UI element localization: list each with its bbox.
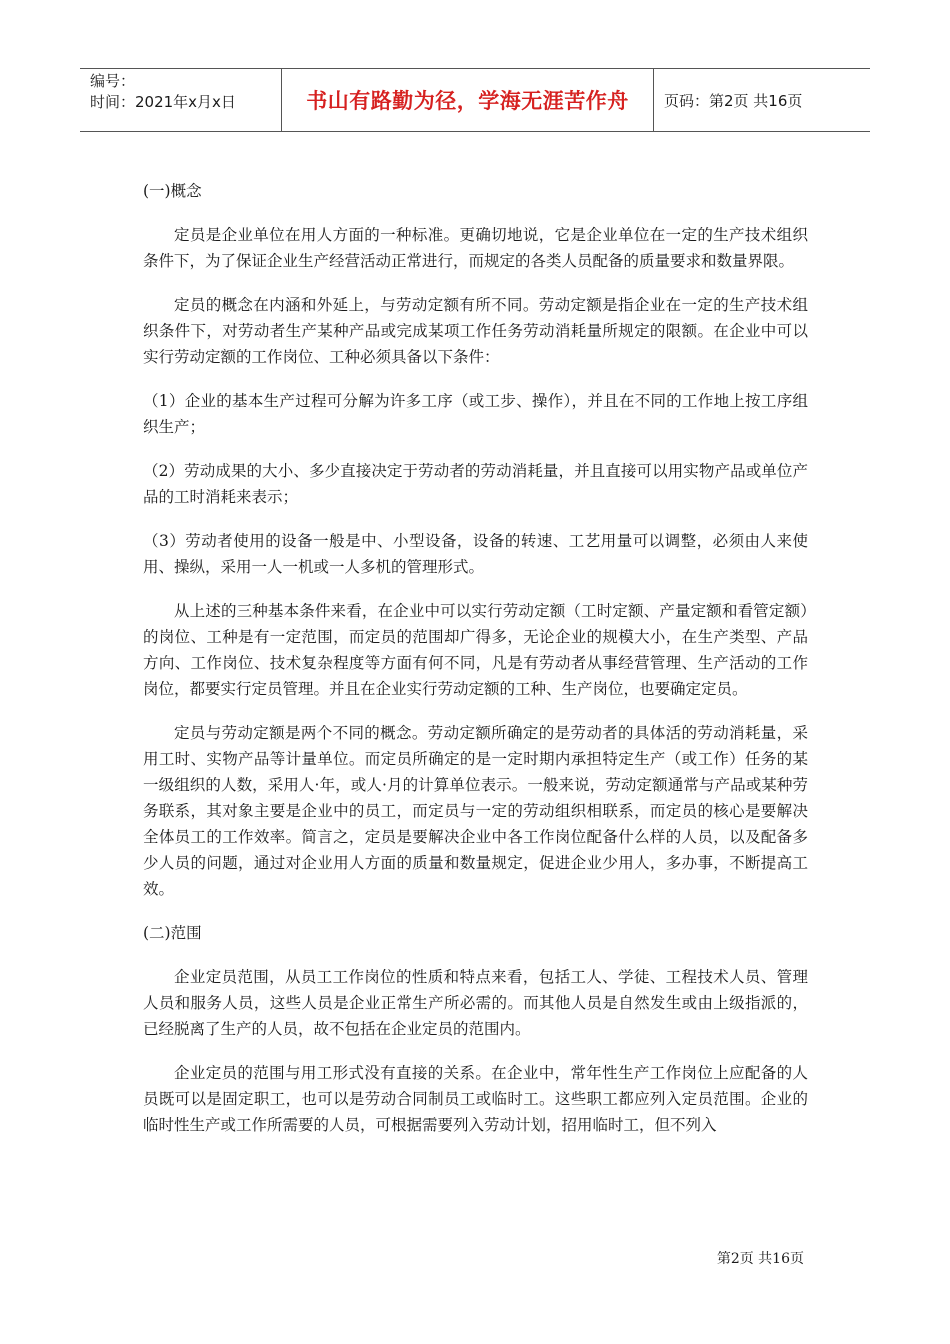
paragraph: 定员与劳动定额是两个不同的概念。劳动定额所确定的是劳动者的具体活的劳动消耗量，采用工时、实物产品等计量单位。而定员所确定的是一定时期内承担特定生产（或工作）任务的某一级组织的人数，采用人·年，或人·月的计算单位表示。一般来说，劳动定额通常与产品或某种劳务联系，其对象主要是企业中的员工，而定员与一定的劳动组织相联系，而定员的核心是要解决全体员工的工作效率。简言之，定员是要解决企业中各工作岗位配备什么样的人员，以及配备多少人员的问题，通过对企业用人方面的质量和数量规定，促进企业少用人，多办事，不断提高工效。 <box>143 724 808 898</box>
header-meta <box>80 69 281 131</box>
page-footer: 第2页 共16页 <box>716 1251 804 1267</box>
list-item: （2）劳动成果的大小、多少直接决定于劳动者的劳动消耗量，并且直接可以用实物产品或单位产品的工时消耗来表示； <box>143 462 808 506</box>
section-heading-concept: (一)概念 <box>143 182 202 200</box>
serial-number-label: 编号： <box>90 72 136 90</box>
document-body <box>143 178 808 1156</box>
list-item: （3）劳动者使用的设备一般是中、小型设备，设备的转速、工艺用量可以调整，必须由人来使用、操纵，采用一人一机或一人多机的管理形式。 <box>143 532 808 576</box>
date-label: 时间：2021年x月x日 <box>90 93 236 111</box>
section-heading-scope: (二)范围 <box>143 924 202 942</box>
paragraph: 定员是企业单位在用人方面的一种标准。更确切地说，它是企业单位在一定的生产技术组织条件下，为了保证企业生产经营活动正常进行，而规定的各类人员配备的质量要求和数量界限。 <box>143 226 808 270</box>
paragraph: 企业定员范围，从员工工作岗位的性质和特点来看，包括工人、学徒、工程技术人员、管理人员和服务人员，这些人员是企业正常生产所必需的。而其他人员是自然发生或由上级指派的，已经脱离了生产的人员，故不包括在企业定员的范围内。 <box>143 968 808 1038</box>
header-page-info: 页码：第2页 共16页 <box>664 91 803 110</box>
header-motto: 书山有路勤为径，学海无涯苦作舟 <box>281 69 654 131</box>
page-header <box>80 68 870 132</box>
paragraph: 定员的概念在内涵和外延上，与劳动定额有所不同。劳动定额是指企业在一定的生产技术组织条件下，对劳动者生产某种产品或完成某项工作任务劳动消耗量所规定的限额。在企业中可以实行劳动定额的工作岗位、工种必须具备以下条件： <box>143 296 808 366</box>
list-item: （1）企业的基本生产过程可分解为许多工序（或工步、操作），并且在不同的工作地上按工序组织生产； <box>143 392 808 436</box>
paragraph: 从上述的三种基本条件来看，在企业中可以实行劳动定额（工时定额、产量定额和看管定额）的岗位、工种是有一定范围，而定员的范围却广得多，无论企业的规模大小，在生产类型、产品方向、工作岗位、技术复杂程度等方面有何不同，凡是有劳动者从事经营管理、生产活动的工作岗位，都要实行定员管理。并且在企业实行劳动定额的工种、生产岗位，也要确定定员。 <box>143 602 808 698</box>
paragraph: 企业定员的范围与用工形式没有直接的关系。在企业中，常年性生产工作岗位上应配备的人员既可以是固定职工，也可以是劳动合同制员工或临时工。这些职工都应列入定员范围。企业的临时性生产或工作所需要的人员，可根据需要列入劳动计划，招用临时工，但不列入 <box>143 1064 808 1134</box>
